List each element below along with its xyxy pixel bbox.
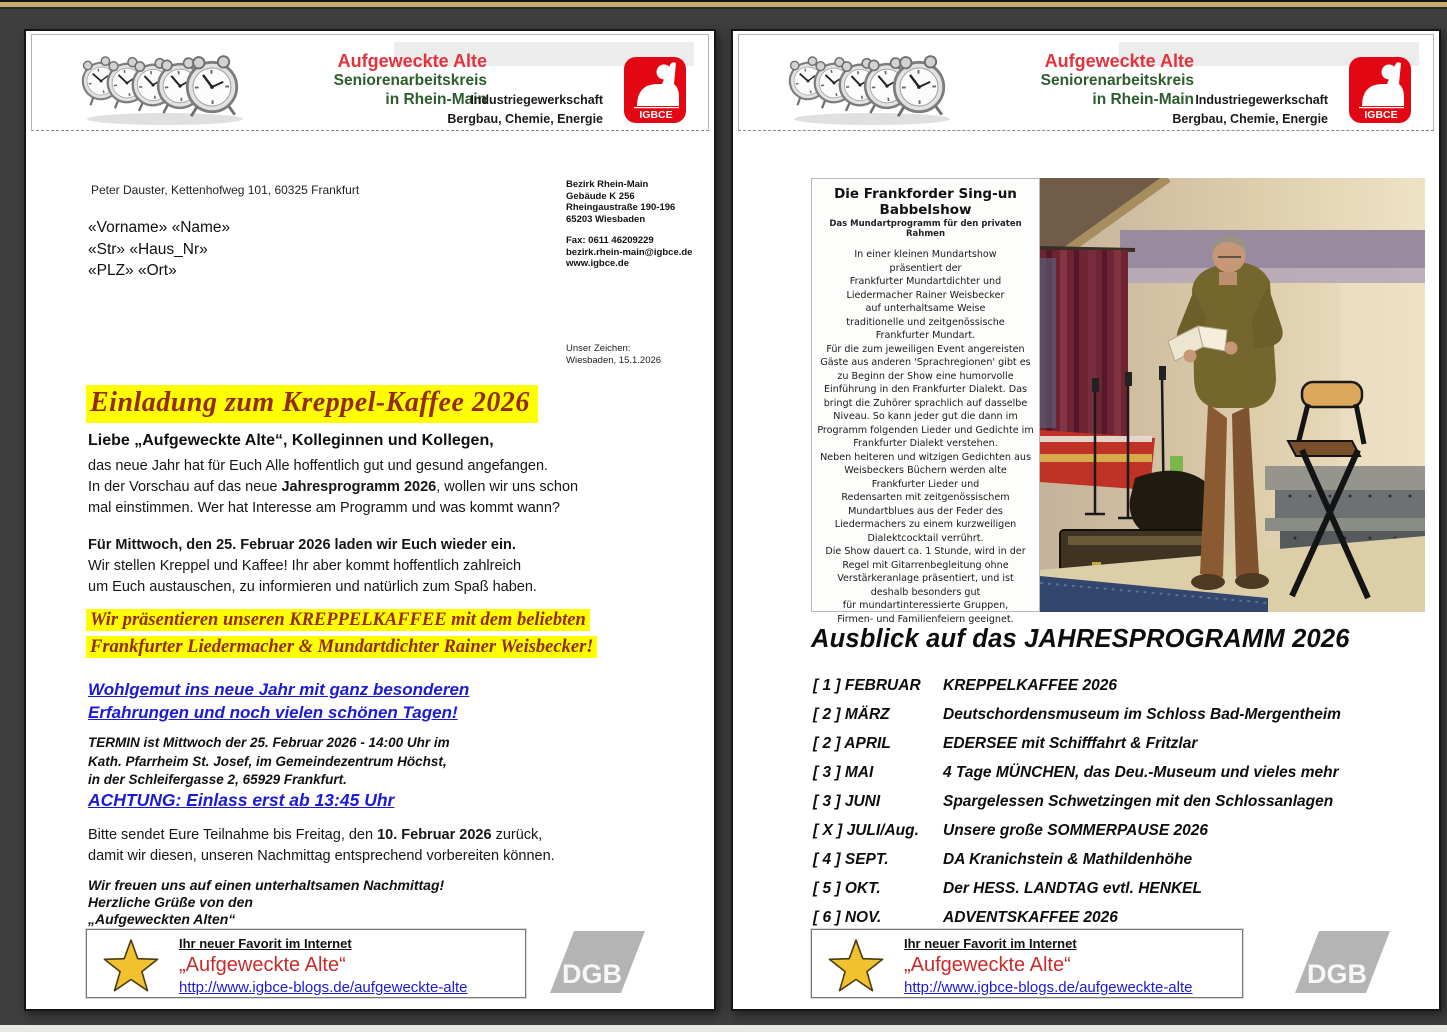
program-page: [731, 29, 1441, 1011]
program-month: [ 1 ] FEBRUAR: [813, 676, 921, 694]
igbce-logo: [1349, 57, 1411, 123]
org-name: Aufgeweckte Alte: [1044, 51, 1194, 71]
flyer-line: Für die zum jeweiligen Event angereisten: [826, 343, 1025, 355]
union-line-1: Industriegewerkschaft: [470, 93, 603, 107]
achtung-notice: ACHTUNG: Einlass erst ab 13:45 Uhr: [88, 790, 395, 810]
flyer-line: Frankfurter Mundartdichter und: [849, 276, 1002, 287]
union-line-2: Bergbau, Chemie, Energie: [447, 111, 603, 126]
program-month: [ X ] JULI/Aug.: [813, 821, 919, 839]
org-subtitle-2: in Rhein-Main: [1092, 90, 1194, 108]
flyer-line: Firmen- und Familienfeiern geeignet.: [837, 613, 1014, 625]
dgb-logo: [1295, 931, 1390, 993]
program-row: [813, 845, 1413, 874]
alarm-clocks-image: [77, 41, 247, 127]
program-description: Der HESS. LANDTAG evtl. HENKEL: [943, 879, 1202, 897]
highlight-line-2: Frankfurter Liedermacher & Mundartdichter Rainer Weisbecker!: [86, 634, 597, 661]
favorite-name: „Aufgeweckte Alte“: [179, 953, 346, 976]
union-name-block: [447, 91, 603, 129]
invite-line-2: Wir stellen Kreppel und Kaffee! Ihr aber kommt hoffentlich zahlreich: [88, 558, 522, 574]
bold-reply-date: 10. Februar 2026: [377, 827, 492, 843]
program-description: Spargelessen Schwetzingen mit den Schlossanlagen: [943, 792, 1334, 810]
motto-line-2: Erfahrungen und noch vielen schönen Tagen!: [88, 703, 458, 722]
office-lines: [566, 179, 692, 225]
letter-title: Einladung zum Kreppel-Kaffee 2026: [86, 385, 538, 423]
flyer-line: Regel mit Gitarrenbegleitung ohne: [842, 559, 1009, 571]
program-description: DA Kranichstein & Mathildenhöhe: [943, 850, 1193, 868]
program-description: KREPPELKAFFEE 2026: [943, 676, 1117, 694]
org-name: Aufgeweckte Alte: [337, 51, 487, 71]
star-icon: [101, 935, 161, 995]
program-description: EDERSEE mit Schifffahrt & Fritzlar: [943, 734, 1198, 752]
flyer-line: Weisbeckers Büchern werden alte: [844, 465, 1007, 476]
flyer-line: Neben heiteren und witzigen Gedichten aus: [820, 451, 1031, 463]
highlight-announcement: [86, 607, 597, 661]
office-address: [566, 179, 692, 270]
program-month: [ 2 ] APRIL: [813, 734, 891, 752]
recipient-line: «Str» «Haus_Nr»: [88, 240, 208, 258]
motto-line-1: Wohlgemut ins neue Jahr mit ganz besonderen: [88, 680, 470, 699]
flyer-line: Einführung in den Frankfurter Dialekt. Das: [823, 384, 1028, 395]
program-description: Deutschordensmuseum im Schloss Bad-Mergentheim: [943, 705, 1341, 723]
program-row: [813, 700, 1413, 729]
org-subtitle-2: in Rhein-Main: [385, 90, 487, 108]
invite-line-3: um Euch austauschen, zu informieren und natürlich zum Spaß haben.: [88, 579, 537, 595]
contact-line: www.igbce.de: [566, 258, 629, 269]
program-row: [813, 816, 1413, 845]
flyer-subtitle: Das Mundartprogramm für den privaten Rahmen: [829, 219, 1022, 239]
termin-line-3: in der Schleifergasse 2, 65929 Frankfurt.: [88, 772, 347, 787]
recipient-line: «Vorname» «Name»: [88, 219, 231, 236]
program-month: [ 3 ] JUNI: [813, 792, 881, 810]
office-line: Gebäude K 256: [566, 190, 635, 202]
program-month: [ 4 ] SEPT.: [813, 850, 889, 868]
dgb-logo: [550, 931, 645, 993]
contact-line: bezirk.rhein-main@igbce.de: [566, 246, 693, 258]
flyer-line: für mundartinteressierte Gruppen,: [842, 600, 1009, 611]
favorite-url-link[interactable]: http://www.igbce-blogs.de/aufgeweckte-alte: [179, 978, 468, 996]
reply-line-1: Bitte sendet Eure Teilnahme bis Freitag, den 10. Februar 2026 zurück,: [88, 827, 543, 843]
star-icon: [826, 935, 886, 995]
program-description: ADVENTSKAFFEE 2026: [943, 908, 1118, 926]
flyer-line: auf unterhaltsame Weise: [865, 303, 986, 314]
flyer-line: bringt die Zuhörer sprachlich auf dasselbe: [823, 397, 1028, 409]
program-heading: Ausblick auf das JAHRESPROGRAMM 2026: [811, 625, 1350, 653]
closing-line-3: „Aufgeweckten Alten“: [88, 911, 236, 927]
favorite-name: „Aufgeweckte Alte“: [904, 953, 1071, 976]
union-name-block: [1172, 91, 1328, 129]
letter-page: [24, 29, 716, 1011]
union-line-2: Bergbau, Chemie, Energie: [1172, 111, 1328, 126]
flyer-line: Redensarten mit zeitgenössischem: [841, 492, 1010, 503]
flyer-line: präsentiert der: [889, 262, 962, 274]
flyer-line: Liedermachers zu einem kurzweiligen: [834, 519, 1017, 530]
reference-value: Wiesbaden, 15.1.2026: [566, 355, 662, 366]
flyer-line: Dialektcocktail verrührt.: [867, 532, 984, 544]
recipient-address: [88, 217, 230, 282]
reply-paragraph: [88, 825, 555, 867]
closing-line-1: Wir freuen uns auf einen unterhaltsamen Nachmittag!: [88, 877, 445, 893]
recipient-line: «PLZ» «Ort»: [88, 262, 177, 279]
program-row: [813, 874, 1413, 903]
closing-line-2: Herzliche Grüße von den: [88, 894, 253, 910]
program-description: 4 Tage MÜNCHEN, das Deu.-Museum und vieles mehr: [943, 763, 1339, 781]
termin-line-2: Kath. Pfarrheim St. Josef, im Gemeindezentrum Höchst,: [88, 753, 447, 769]
office-line: Bezirk Rhein-Main: [566, 179, 649, 190]
flyer-line: Gäste aus anderen 'Sprachregionen' gibt es: [820, 357, 1031, 368]
favorite-text: [179, 936, 468, 997]
reference-label: Unser Zeichen:: [566, 343, 631, 354]
intro-paragraph: [88, 456, 578, 519]
program-row: [813, 787, 1413, 816]
highlight-line-1: Wir präsentieren unseren KREPPELKAFFEE mit dem beliebten: [86, 607, 597, 634]
office-line: Rheingaustraße 190-196: [566, 202, 676, 213]
flyer-line: Liedermacher Rainer Weisbecker: [846, 289, 1005, 301]
flyer-line: Mundartblues aus der Feder des: [848, 505, 1003, 517]
program-row: [813, 729, 1413, 758]
igbce-logo: [624, 57, 686, 123]
contact-line: Fax: 0611 46209229: [566, 235, 654, 246]
org-subtitle-1: Seniorenarbeitskreis: [1040, 72, 1194, 90]
union-line-1: Industriegewerkschaft: [1195, 93, 1328, 107]
bold-jahresprogramm: Jahresprogramm 2026: [281, 479, 437, 495]
flyer-line: deshalb besonders gut: [870, 586, 981, 598]
flyer-line: traditionelle und zeitgenössische: [846, 316, 1005, 328]
intro-line-1: das neue Jahr hat für Euch Alle hoffentlich gut und gesund angefangen.: [88, 458, 549, 474]
favorite-text: [904, 936, 1193, 997]
intro-line-2: In der Vorschau auf das neue Jahresprogramm 2026, wollen wir uns schon: [88, 479, 579, 495]
flyer-line: Frankfurter Lieder und: [871, 478, 980, 490]
flyer-line: Verstärkeranlage präsentiert, und ist: [837, 573, 1014, 584]
invite-date-line: Für Mittwoch, den 25. Februar 2026 laden wir Euch wieder ein.: [88, 537, 516, 553]
contact-lines: [566, 235, 692, 270]
org-subtitle-1: Seniorenarbeitskreis: [333, 72, 487, 90]
program-description: Unsere große SOMMERPAUSE 2026: [943, 821, 1209, 839]
reply-line-2: damit wir diesen, unseren Nachmittag entsprechend vorbereiten können.: [88, 848, 555, 864]
favorite-label: Ihr neuer Favorit im Internet: [904, 936, 1077, 951]
program-row: [813, 671, 1413, 700]
program-month: [ 2 ] MÄRZ: [813, 705, 890, 723]
favorite-box: [811, 929, 1243, 998]
flyer-line: Niveau. So kann jeder gut die dann im: [833, 411, 1018, 422]
babbelshow-flyer: [811, 178, 1040, 625]
reference-block: [566, 343, 661, 367]
rainer-weisbecker-photo: [1040, 178, 1425, 612]
program-row: [813, 758, 1413, 787]
office-line: 65203 Wiesbaden: [566, 213, 646, 225]
program-month: [ 6 ] NOV.: [813, 908, 882, 926]
salutation: Liebe „Aufgeweckte Alte“, Kolleginnen und Kollegen,: [88, 432, 494, 449]
org-title-block: [979, 51, 1194, 109]
program-month: [ 3 ] MAI: [813, 763, 874, 781]
flyer-line: zu Beginn der Show eine humorvolle: [837, 370, 1014, 382]
program-list: [813, 671, 1413, 932]
letterhead: [31, 34, 709, 131]
intro-line-3: mal einstimmen. Wer hat Interesse am Programm und was kommt wann?: [88, 500, 560, 516]
invitation-paragraph: [88, 535, 537, 598]
flyer-title: Die Frankforder Sing-un Babbelshow: [834, 186, 1017, 218]
sender-line: Peter Dauster, Kettenhofweg 101, 60325 Frankfurt: [91, 183, 360, 197]
window-top-trim: [0, 0, 1447, 9]
alarm-clocks-image: [784, 41, 954, 127]
letterhead: [738, 34, 1434, 131]
favorite-url-link[interactable]: http://www.igbce-blogs.de/aufgeweckte-alte: [904, 978, 1193, 996]
flyer-text: [812, 248, 1039, 626]
favorite-label: Ihr neuer Favorit im Internet: [179, 936, 352, 951]
program-month: [ 5 ] OKT.: [813, 879, 881, 897]
flyer-line: Frankfurter Dialekt verstehen.: [853, 438, 998, 449]
motto-lines: [88, 678, 469, 724]
flyer-line: In einer kleinen Mundartshow: [854, 249, 997, 260]
closing-block: [88, 877, 444, 928]
termin-line-1: TERMIN ist Mittwoch der 25. Februar 2026 - 14:00 Uhr im: [88, 735, 450, 750]
favorite-box: [86, 929, 526, 998]
flyer-line: Programm folgenden Lieder und Gedichte im: [817, 424, 1034, 436]
flyer-line: Frankfurter Mundart.: [875, 330, 976, 341]
window-bottom-trim: [0, 1025, 1447, 1032]
program-row: [813, 903, 1413, 932]
flyer-line: Die Show dauert ca. 1 Stunde, wird in der: [825, 546, 1026, 557]
termin-block: [88, 734, 450, 790]
